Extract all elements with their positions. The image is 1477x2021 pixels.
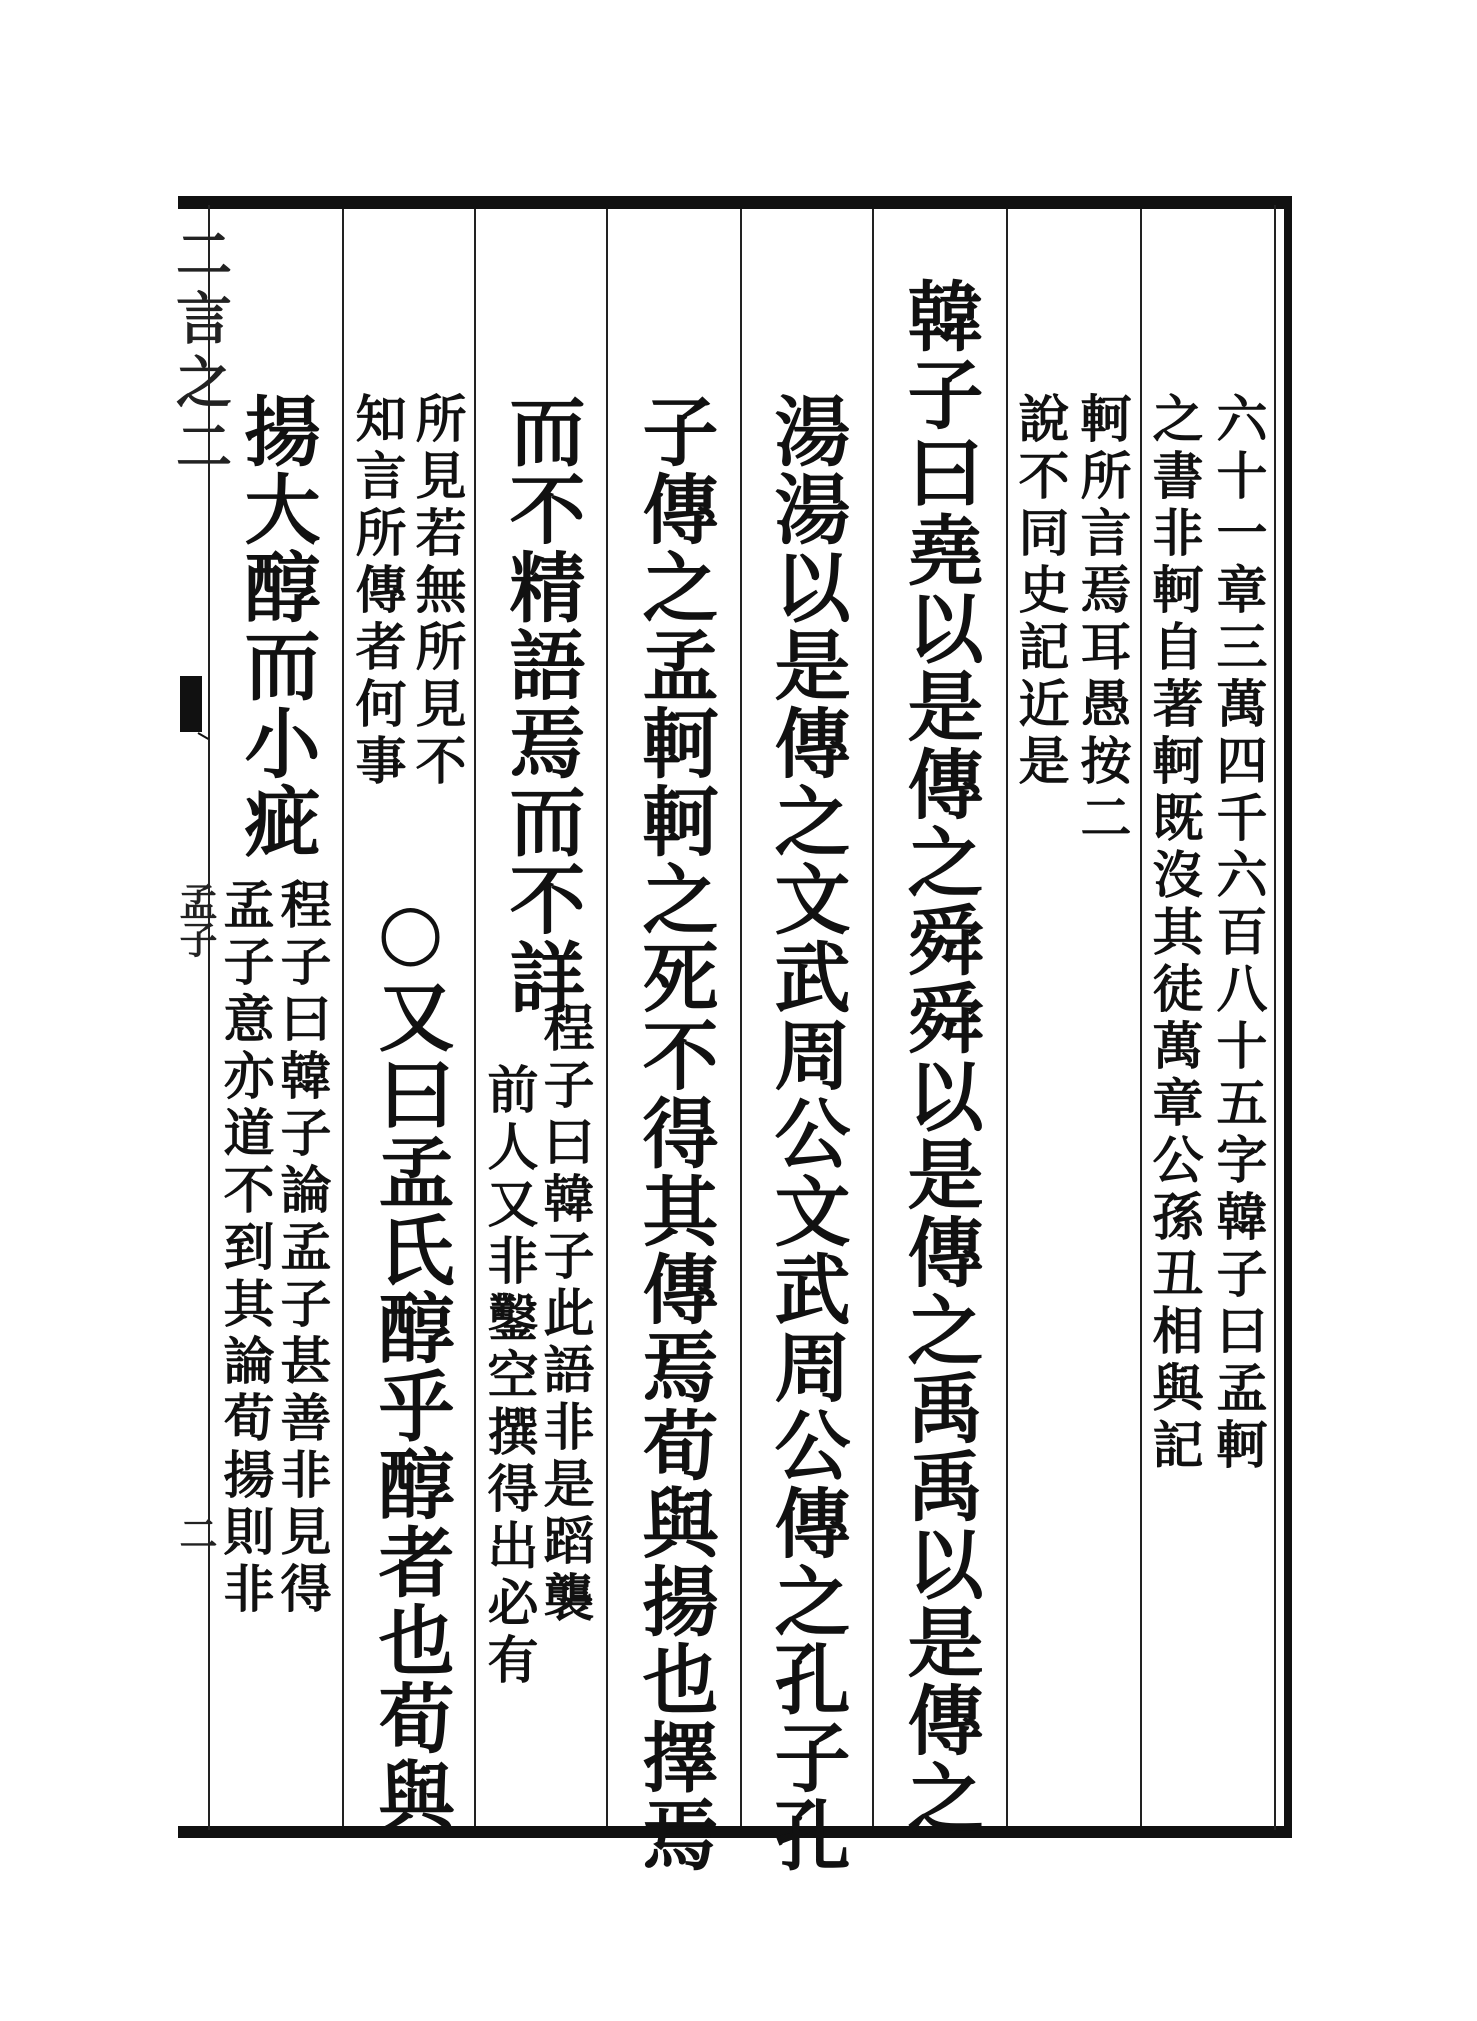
margin-chapter-label: 孟子 bbox=[173, 882, 218, 958]
main-text-column: 湯湯以是傳之文武周公文武周公傳之孔子孔 bbox=[762, 392, 851, 1874]
main-text-column: 子傳之孟軻軻之死不得其傳焉荀與揚也擇焉 bbox=[630, 392, 719, 1874]
main-text-column: ○又曰孟氏醇乎醇者也荀與 bbox=[366, 886, 455, 1835]
column-rule bbox=[342, 209, 344, 1826]
annotation-column: 說不同史記近是 bbox=[1009, 392, 1069, 791]
column-rule bbox=[740, 209, 742, 1826]
frame-right-inner-line bbox=[1274, 205, 1276, 1830]
frame-bottom-border bbox=[178, 1826, 1292, 1838]
annotation-column: 之書非軻自著軻既沒其徒萬章公孫丑相與記 bbox=[1143, 392, 1203, 1475]
main-text-column: 揚大醇而小疵 bbox=[232, 392, 321, 860]
annotation-column: 程子曰韓子此語非是蹈襲 bbox=[534, 1001, 594, 1628]
column-rule bbox=[606, 209, 608, 1826]
fishtail-mark bbox=[180, 676, 202, 732]
frame-right-border bbox=[1284, 196, 1292, 1838]
margin-folio-number: 二 bbox=[173, 1514, 218, 1552]
frame-top-border bbox=[178, 196, 1292, 209]
annotation-column: 前人又非鑿空撰得出必有 bbox=[478, 1063, 538, 1690]
annotation-column: 孟子意亦道不到其論荀揚則非 bbox=[214, 878, 274, 1619]
annotation-column: 程子曰韓子論孟子甚善非見得 bbox=[271, 878, 331, 1619]
margin-book-mark: 二言之二 bbox=[167, 225, 233, 481]
column-rule bbox=[474, 209, 476, 1826]
annotation-column: 所見若無所見不 bbox=[406, 392, 466, 791]
column-rule bbox=[1006, 209, 1008, 1826]
annotation-column: 軻所言焉耳愚按二 bbox=[1071, 392, 1131, 848]
annotation-column: 六十一章三萬四千六百八十五字韓子曰孟軻 bbox=[1207, 392, 1267, 1475]
column-rule bbox=[872, 209, 874, 1826]
column-rule bbox=[1140, 209, 1142, 1826]
main-text-column: 韓子曰堯以是傳之舜舜以是傳之禹禹以是傳之 bbox=[895, 277, 984, 1837]
annotation-column: 知言所傳者何事 bbox=[346, 392, 406, 791]
main-text-column: 而不精語焉而不詳 bbox=[497, 392, 586, 1016]
